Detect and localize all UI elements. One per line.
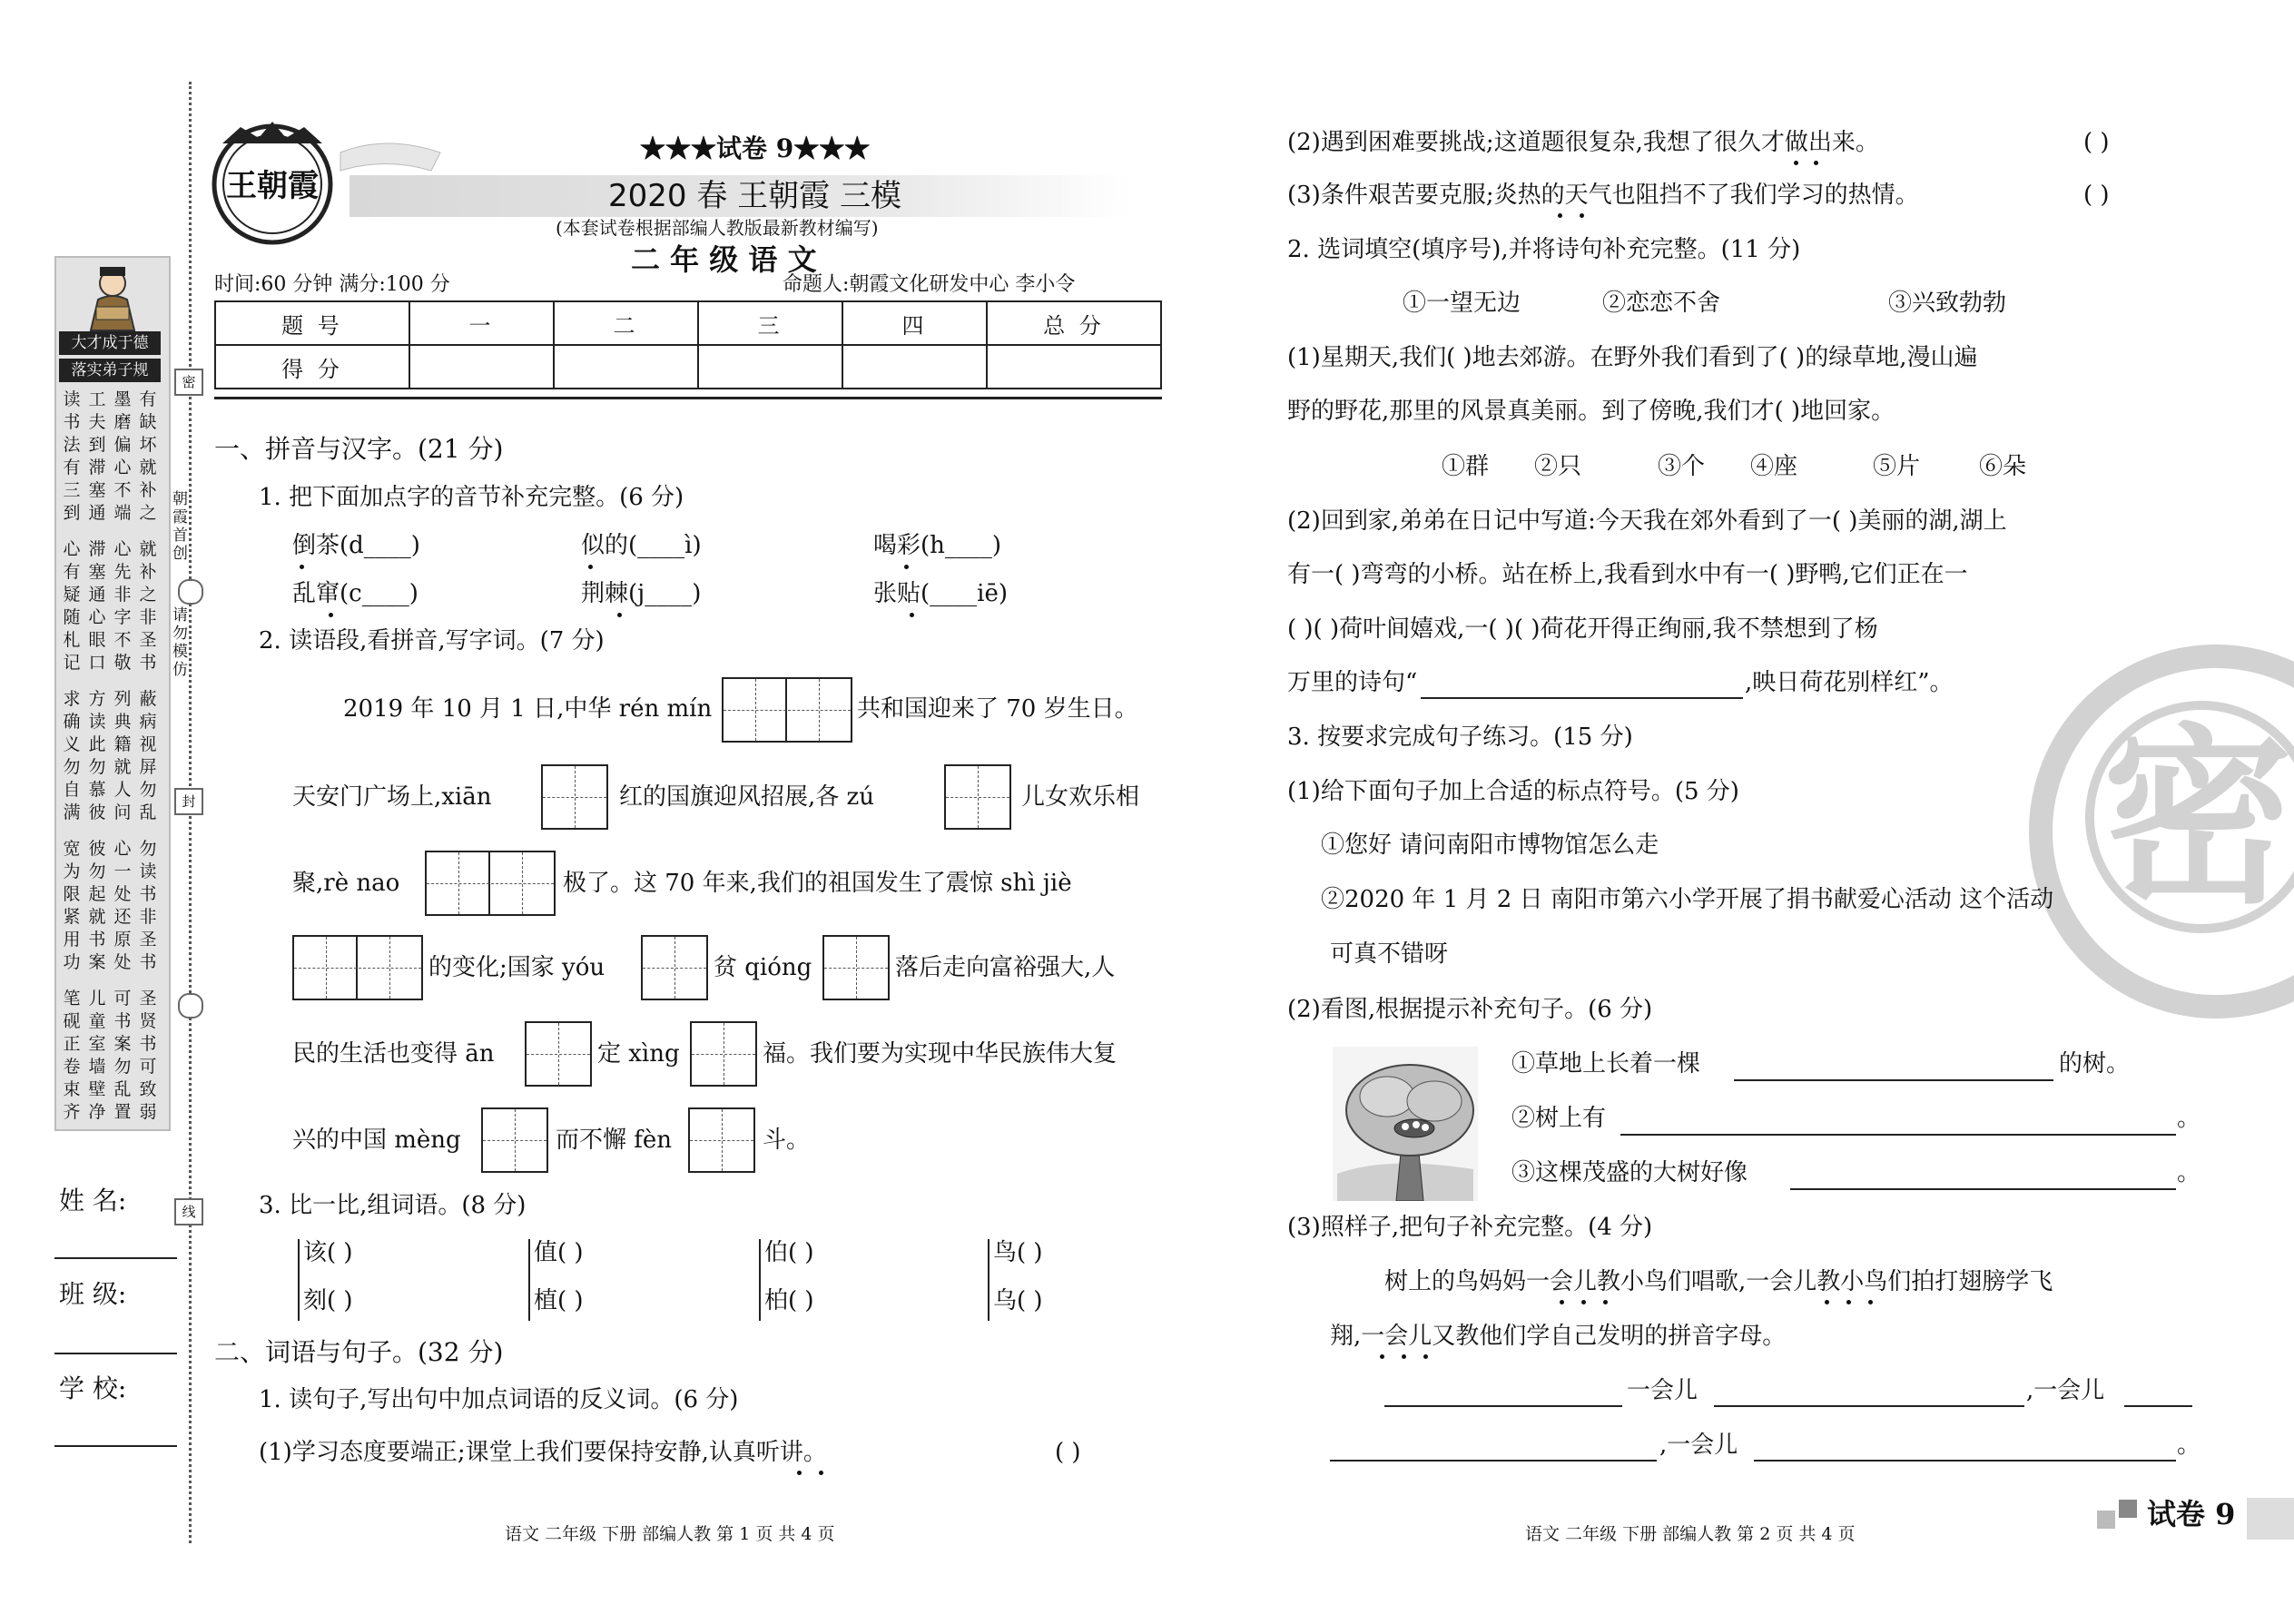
character-grid[interactable]	[822, 935, 890, 1000]
s2-q1-title: 1. 读句子,写出句中加点词语的反义词。(6 分)	[259, 1386, 739, 1413]
motto-column: 求确义勿自满	[63, 689, 81, 822]
measure-option: ②只	[1534, 453, 1582, 480]
s2-q1-sentence: (3)条件艰苦要克服;炎热的天气也阻挡不了我们学习的热情。	[1287, 182, 1919, 209]
motto-column: 笔砚正卷束齐	[63, 989, 81, 1122]
q3-item[interactable]: 植( )	[534, 1287, 584, 1314]
bracket	[298, 1239, 300, 1321]
motto-column: 读书法有三到	[63, 389, 81, 523]
answer-line[interactable]	[1330, 1460, 1657, 1462]
motto-column: 宽为限紧用功	[63, 839, 81, 972]
q2-text: 斗。	[763, 1127, 811, 1154]
motto-column: 墨磨偏心不端	[113, 389, 132, 523]
binding-hole-2	[178, 993, 203, 1019]
character-grid[interactable]	[525, 1021, 592, 1087]
motto-column: 方读此勿慕彼	[88, 689, 106, 822]
table-cell: 四	[842, 301, 987, 345]
fill-paragraph[interactable]: 有一( )弯弯的小桥。站在桥上,我看到水中有一( )野鸭,它们正在一	[1287, 561, 1968, 588]
motto-bottom: 落实弟子规	[59, 359, 161, 382]
model-connector: ,一会儿	[1659, 1432, 1738, 1459]
s2-q1-sentence: (1)学习态度要端正;课堂上我们要保持安静,认真听讲。	[259, 1439, 827, 1466]
q3-item[interactable]: 鸟( )	[993, 1239, 1043, 1266]
character-grid[interactable]	[481, 1107, 548, 1173]
section-1-title: 一、拼音与汉字。(21 分)	[214, 434, 504, 464]
exam-title: 2020 春 王朝霞 三模	[608, 178, 901, 214]
punctuation-sentence[interactable]: ①您好 请问南阳市博物馆怎么走	[1321, 832, 1659, 859]
measure-option: ⑥朵	[1979, 453, 2027, 480]
side-vertical-note-1: 朝霞首创	[172, 490, 188, 563]
motto-column: 蔽病视屏勿乱	[139, 689, 157, 822]
motto-top: 大才成于德	[59, 331, 161, 355]
motto-column: 勿读书非圣书	[139, 839, 157, 972]
watermark-stamp	[2029, 645, 2294, 1019]
punctuation-sentence[interactable]: 可真不错呀	[1330, 940, 1449, 968]
motto-column: 就补之非圣书	[139, 539, 157, 673]
emphasis-dot	[1580, 213, 1584, 218]
emphasis-dot	[819, 1471, 823, 1475]
answer-paren[interactable]: ( )	[2083, 129, 2110, 156]
table-cell: 一	[409, 301, 554, 345]
model-connector: ,一会儿	[2026, 1377, 2105, 1404]
footer-right: 语文 二年级 下册 部编人教 第 2 页 共 4 页	[1525, 1524, 1856, 1544]
q2-text: 儿女欢乐相	[1021, 783, 1140, 811]
emphasis-dot	[1814, 161, 1818, 165]
character-grid[interactable]	[722, 677, 852, 743]
time-score: 时间:60 分钟 满分:100 分	[214, 273, 450, 296]
word-option: ①一望无边	[1403, 290, 1521, 317]
picture-sentence: ①草地上长着一棵	[1511, 1050, 1701, 1078]
answer-line[interactable]	[1790, 1188, 2176, 1190]
measure-option: ④座	[1750, 453, 1798, 480]
tree-picture	[1333, 1047, 1478, 1201]
exam-author: 命题人:朝霞文化研发中心 李小令	[783, 273, 1076, 296]
character-grid[interactable]	[688, 1107, 755, 1173]
word-option: ③兴致勃勃	[1888, 290, 2007, 317]
grade-subject: 二 年 级 语 文	[631, 242, 817, 277]
motto-column: 儿童室墙壁净	[88, 989, 106, 1122]
q2-text: 而不懈 fèn	[556, 1127, 673, 1154]
q2-text: 定 xìng	[597, 1040, 680, 1068]
q2-text: 2019 年 10 月 1 日,中华 rén mín	[343, 695, 713, 723]
motto-column: 心有疑随札记	[63, 539, 81, 673]
q1-item[interactable]: 喝彩(h____)	[873, 532, 1002, 559]
school-field[interactable]	[54, 1445, 177, 1447]
character-grid[interactable]	[292, 935, 423, 1000]
fill-paragraph: 万里的诗句“	[1287, 669, 1418, 696]
seal-mark-3: 线	[174, 1198, 203, 1225]
motto-column: 滞塞通心眼口	[88, 539, 106, 673]
character-grid[interactable]	[425, 851, 556, 916]
emphasis-dot	[1581, 1300, 1586, 1304]
emphasis-dot	[300, 565, 304, 569]
motto-column: 圣贤书可致弱	[139, 989, 157, 1122]
punctuation-sentence[interactable]: ②2020 年 1 月 2 日 南阳市第六小学开展了捐书献爱心活动 这个活动	[1321, 886, 2054, 913]
q2-text: 红的国旗迎风招展,各 zú	[619, 783, 874, 811]
emphasis-dot	[1402, 1354, 1406, 1359]
table-cell: 题 号	[215, 301, 409, 345]
q3-item[interactable]: 值( )	[534, 1239, 584, 1266]
measure-option: ③个	[1658, 453, 1706, 480]
score-table-score-row	[215, 345, 1161, 389]
q1-item[interactable]: 荆棘(j____)	[581, 580, 702, 607]
answer-line[interactable]	[2124, 1405, 2192, 1407]
seal-mark-2: 封	[174, 788, 203, 815]
emphasis-dot	[1560, 1300, 1564, 1304]
answer-line[interactable]	[1714, 1405, 2024, 1407]
table-cell: 三	[698, 301, 842, 345]
table-cell: 总 分	[987, 301, 1161, 345]
emphasis-dot	[1423, 1354, 1428, 1359]
fill-paragraph[interactable]: (2)回到家,弟弟在日记中写道:今天我在郊外看到了一( )美丽的湖,湖上	[1287, 507, 2007, 535]
name-label: 姓 名:	[59, 1186, 127, 1216]
poem-blank[interactable]	[1421, 697, 1743, 699]
paper-tag: ★★★试卷 9★★★	[640, 133, 871, 163]
picture-sentence: ②树上有	[1511, 1105, 1607, 1132]
q3-3-title: (3)照样子,把句子补充完整。(4 分)	[1287, 1214, 1653, 1241]
class-field[interactable]	[54, 1353, 177, 1354]
q2-text: 共和国迎来了 70 岁生日。	[857, 695, 1138, 723]
motto-column: 列典籍就人问	[113, 689, 132, 822]
q3-item[interactable]: 刻( )	[303, 1287, 353, 1314]
fill-paragraph[interactable]: 野的野花,那里的风景真美丽。到了傍晚,我们才( )地回家。	[1287, 398, 1895, 425]
score-input-total[interactable]	[987, 345, 1161, 389]
motto-column: 有缺坏就补之	[139, 389, 157, 523]
q2-text: 落后走向富裕强大,人	[895, 954, 1116, 981]
measure-option: ①群	[1442, 453, 1490, 480]
section-2-title: 二、词语与句子。(32 分)	[214, 1337, 504, 1367]
bracket	[528, 1239, 530, 1321]
emphasis-dot	[1846, 1300, 1851, 1304]
motto-column: 心先非字不敬	[113, 539, 132, 673]
q3-2-title: (2)看图,根据提示补充句子。(6 分)	[1287, 996, 1653, 1023]
corner-decoration	[2097, 1511, 2115, 1529]
emphasis-dot	[1380, 1354, 1384, 1359]
answer-line[interactable]	[1384, 1405, 1622, 1407]
motto-column: 心一处还原处	[113, 839, 132, 972]
header-rule	[214, 397, 1162, 399]
bracket	[988, 1239, 989, 1321]
emphasis-dot	[1603, 1300, 1608, 1304]
footer-left: 语文 二年级 下册 部编人教 第 1 页 共 4 页	[505, 1524, 835, 1544]
answer-paren[interactable]: ( )	[1055, 1439, 1081, 1466]
motto-column: 彼勿起就书案	[88, 839, 106, 972]
picture-sentence: ③这棵茂盛的大树好像	[1511, 1159, 1748, 1186]
word-option: ②恋恋不舍	[1602, 290, 1721, 317]
school-label: 学 校:	[59, 1373, 127, 1403]
paper-label: 试卷 9	[2147, 1497, 2236, 1531]
q1-item[interactable]: 倒茶(d____)	[292, 532, 420, 559]
period: 。	[2177, 1105, 2201, 1132]
emphasis-dot	[1558, 213, 1562, 218]
scholar-figure-icon	[80, 263, 145, 332]
score-input-2[interactable]	[554, 345, 698, 389]
q2-text: 贫 qióng	[714, 954, 812, 981]
q3-item[interactable]: 伯( )	[764, 1239, 814, 1266]
q2-text: 的变化;国家 yóu	[428, 954, 605, 981]
q3-item[interactable]: 柏( )	[764, 1287, 814, 1314]
emphasis-dot	[329, 613, 333, 617]
model-connector: 一会儿	[1627, 1377, 1698, 1404]
q3-1-title: (1)给下面句子加上合适的标点符号。(5 分)	[1287, 778, 1739, 805]
score-input-3[interactable]	[698, 345, 842, 389]
q1-item[interactable]: 似的(____ì)	[581, 532, 702, 559]
seal-mark-1: 密	[174, 369, 203, 396]
model-sentence: 树上的鸟妈妈一会儿教小鸟们唱歌,一会儿教小鸟们拍打翅膀学飞	[1384, 1268, 2053, 1295]
q2-text: 聚,rè nao	[292, 870, 400, 897]
q2-title: 2. 读语段,看拼音,写字词。(7 分)	[259, 627, 605, 655]
emphasis-dot	[797, 1471, 802, 1475]
score-input-4[interactable]	[842, 345, 987, 389]
emphasis-dot	[1825, 1300, 1829, 1304]
q1-item[interactable]: 张贴(____iē)	[873, 580, 1008, 607]
picture-sentence: 的树。	[2059, 1050, 2131, 1078]
emphasis-dot	[1868, 1300, 1873, 1304]
fill-paragraph[interactable]: (1)星期天,我们( )地去郊游。在野外我们看到了( )的绿草地,漫山遍	[1287, 344, 1978, 371]
emphasis-dot	[1794, 161, 1798, 165]
table-cell: 得 分	[215, 345, 409, 389]
corner-decoration	[2119, 1500, 2137, 1518]
exam-subtitle: (本套试卷根据部编人教版最新教材编写)	[556, 217, 879, 239]
score-table	[214, 300, 1162, 389]
character-grid[interactable]	[690, 1021, 757, 1087]
q2-text: 兴的中国 mèng	[292, 1127, 461, 1154]
period: 。	[2177, 1159, 2201, 1186]
q3-sentence-title: 3. 按要求完成句子练习。(15 分)	[1287, 723, 1633, 751]
q1-item[interactable]: 乱窜(c____)	[292, 580, 418, 607]
motto-column: 可书案勿乱置	[113, 989, 132, 1122]
character-grid[interactable]	[641, 935, 708, 1000]
q2-text: 福。我们要为实现中华民族伟大复	[763, 1040, 1117, 1068]
q2-fill-title: 2. 选词填空(填序号),并将诗句补充完整。(11 分)	[1287, 236, 1801, 263]
q3-title: 3. 比一比,组词语。(8 分)	[259, 1192, 527, 1219]
q3-item[interactable]: 乌( )	[993, 1287, 1043, 1314]
model-sentence: 翔,一会儿又教他们学自己发明的拼音字母。	[1330, 1323, 1787, 1350]
table-cell: 二	[554, 301, 698, 345]
emphasis-dot	[617, 613, 622, 617]
answer-paren[interactable]: ( )	[2083, 182, 2110, 209]
q2-text: 极了。这 70 年来,我们的祖国发生了震惊 shì jiè	[563, 870, 1072, 897]
score-table-header-row	[215, 301, 1161, 345]
period: 。	[2177, 1432, 2201, 1459]
s2-q1-sentence: (2)遇到困难要挑战;这道题很复杂,我想了很久才做出来。	[1287, 129, 1879, 156]
character-grid[interactable]	[944, 764, 1011, 830]
emphasis-dot	[904, 565, 909, 569]
answer-line[interactable]	[1620, 1134, 2176, 1136]
fill-paragraph: ,映日荷花别样红”。	[1745, 669, 1954, 696]
answer-line[interactable]	[1734, 1079, 2053, 1081]
motto-column: 工夫到滞塞通	[88, 389, 106, 523]
binding-hole-1	[178, 579, 203, 605]
class-label: 班 级:	[59, 1279, 127, 1309]
stamp-char: 密	[2102, 705, 2294, 930]
q2-text: 民的生活也变得 ān	[292, 1040, 495, 1068]
score-input-1[interactable]	[409, 345, 554, 389]
name-field[interactable]	[54, 1257, 177, 1259]
corner-decoration	[2247, 1498, 2294, 1540]
character-grid[interactable]	[541, 764, 608, 830]
answer-line[interactable]	[1754, 1460, 2176, 1462]
emphasis-dot	[588, 565, 593, 569]
fill-paragraph[interactable]: ( )( )荷叶间嬉戏,一( )( )荷花开得正绚丽,我不禁想到了杨	[1287, 615, 1878, 643]
q1-title: 1. 把下面加点字的音节补充完整。(6 分)	[259, 484, 684, 511]
q2-text: 天安门广场上,xiān	[292, 783, 492, 811]
side-vertical-note-2: 请勿模仿	[172, 606, 188, 679]
emphasis-dot	[910, 613, 914, 617]
measure-option: ⑤片	[1873, 453, 1921, 480]
q3-item[interactable]: 该( )	[303, 1239, 353, 1266]
logo-text: 王朝霞	[226, 168, 319, 204]
bracket	[759, 1239, 761, 1321]
